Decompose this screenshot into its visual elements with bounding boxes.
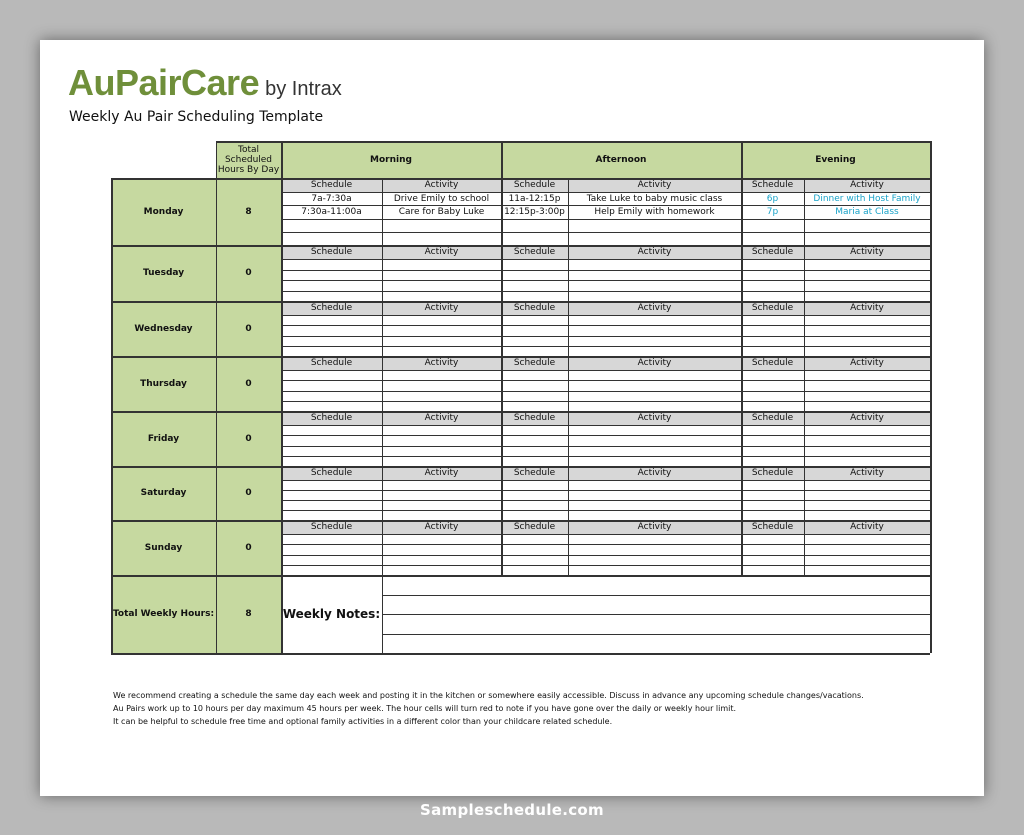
schedule-table	[40, 40, 984, 796]
grid-line	[281, 401, 930, 402]
grid-line	[382, 634, 930, 635]
grid-line	[281, 346, 930, 347]
grid-line	[216, 141, 930, 143]
schedule-cell[interactable]	[741, 325, 804, 335]
schedule-cell[interactable]	[382, 259, 501, 270]
grid-line	[281, 259, 930, 260]
schedule-cell[interactable]	[281, 219, 382, 232]
schedule-cell[interactable]	[741, 544, 804, 554]
subheader-activity: Activity	[568, 356, 741, 370]
day-hours-monday[interactable]: 8	[216, 178, 281, 245]
schedule-cell[interactable]	[501, 534, 568, 544]
schedule-cell[interactable]	[568, 490, 741, 500]
schedule-cell[interactable]	[382, 370, 501, 380]
schedule-cell[interactable]	[741, 315, 804, 325]
schedule-cell[interactable]	[804, 259, 930, 270]
schedule-cell[interactable]	[281, 555, 382, 565]
subheader-schedule: Schedule	[501, 466, 568, 480]
schedule-cell[interactable]	[568, 380, 741, 390]
schedule-cell[interactable]	[501, 555, 568, 565]
schedule-cell[interactable]	[568, 456, 741, 466]
schedule-cell[interactable]	[741, 401, 804, 411]
schedule-cell[interactable]	[501, 435, 568, 445]
total-weekly-label: Total Weekly Hours:	[111, 575, 216, 653]
schedule-cell[interactable]	[804, 370, 930, 380]
subheader-schedule: Schedule	[281, 411, 382, 425]
subheader-activity: Activity	[382, 520, 501, 534]
schedule-cell[interactable]	[568, 401, 741, 411]
day-hours-friday[interactable]: 0	[216, 411, 281, 466]
subheader-schedule: Schedule	[281, 520, 382, 534]
schedule-cell[interactable]	[281, 510, 382, 520]
schedule-cell[interactable]	[281, 446, 382, 456]
grid-line	[281, 219, 930, 220]
grid-line	[281, 456, 930, 457]
schedule-cell[interactable]	[382, 555, 501, 565]
footnote-2: Au Pairs work up to 10 hours per day maximum 45 hours per week. The hour cells will turn red to note if you have gone over the daily or weekly hour limit.	[113, 704, 737, 713]
schedule-cell[interactable]	[741, 425, 804, 435]
schedule-cell[interactable]	[281, 280, 382, 291]
schedule-cell[interactable]	[741, 555, 804, 565]
schedule-cell[interactable]	[281, 370, 382, 380]
grid-line	[281, 232, 930, 233]
schedule-cell[interactable]	[281, 490, 382, 500]
grid-line	[111, 520, 930, 522]
schedule-cell[interactable]	[501, 490, 568, 500]
schedule-cell[interactable]	[501, 380, 568, 390]
schedule-cell[interactable]	[568, 325, 741, 335]
schedule-cell[interactable]	[501, 401, 568, 411]
weekly-notes-line[interactable]	[382, 614, 930, 634]
schedule-cell[interactable]: Care for Baby Luke	[398, 206, 485, 217]
schedule-cell[interactable]	[281, 544, 382, 554]
schedule-cell[interactable]	[804, 280, 930, 291]
subheader-schedule: Schedule	[741, 411, 804, 425]
grid-line	[281, 435, 930, 436]
subheader-schedule: Schedule	[281, 301, 382, 315]
schedule-cell[interactable]	[382, 380, 501, 390]
day-label-friday: Friday	[111, 411, 216, 466]
schedule-cell[interactable]: Take Luke to baby music class	[586, 193, 723, 204]
schedule-cell[interactable]	[382, 490, 501, 500]
grid-line	[741, 141, 743, 575]
schedule-cell[interactable]	[501, 500, 568, 510]
schedule-cell[interactable]	[568, 370, 741, 380]
schedule-cell[interactable]	[568, 291, 741, 302]
subheader-activity: Activity	[568, 301, 741, 315]
grid-line	[281, 280, 930, 281]
schedule-cell[interactable]	[501, 446, 568, 456]
grid-line	[281, 370, 930, 371]
schedule-cell[interactable]	[741, 346, 804, 356]
evening-header: Evening	[741, 141, 930, 178]
schedule-cell[interactable]	[741, 370, 804, 380]
day-label-wednesday: Wednesday	[111, 301, 216, 356]
grid-line	[216, 141, 217, 653]
subheader-schedule: Schedule	[741, 466, 804, 480]
subheader-activity: Activity	[382, 466, 501, 480]
schedule-cell[interactable]: 12:15p-3:00p	[504, 206, 565, 217]
schedule-cell[interactable]	[568, 435, 741, 445]
schedule-cell[interactable]	[741, 480, 804, 490]
schedule-cell[interactable]	[382, 456, 501, 466]
subheader-activity: Activity	[382, 178, 501, 192]
grid-line	[281, 565, 930, 566]
schedule-cell[interactable]	[741, 270, 804, 281]
subheader-activity: Activity	[382, 301, 501, 315]
grid-line	[111, 301, 930, 303]
subheader-activity: Activity	[804, 356, 930, 370]
grid-line	[281, 336, 930, 337]
subheader-activity: Activity	[804, 520, 930, 534]
day-label-saturday: Saturday	[111, 466, 216, 520]
subheader-schedule: Schedule	[281, 245, 382, 259]
weekly-notes-label: Weekly Notes:	[282, 607, 381, 621]
schedule-cell[interactable]	[382, 544, 501, 554]
schedule-cell[interactable]	[804, 325, 930, 335]
subheader-activity: Activity	[568, 245, 741, 259]
subheader-schedule: Schedule	[741, 356, 804, 370]
footnote-3: It can be helpful to schedule free time and optional family activities in a different color than your childcare related schedule.	[113, 717, 613, 726]
schedule-cell[interactable]	[281, 565, 382, 575]
schedule-cell[interactable]	[568, 500, 741, 510]
day-hours-tuesday[interactable]: 0	[216, 245, 281, 301]
schedule-cell[interactable]	[804, 232, 930, 245]
schedule-cell[interactable]	[804, 270, 930, 281]
schedule-cell[interactable]	[382, 446, 501, 456]
schedule-cell[interactable]	[382, 291, 501, 302]
grid-line	[111, 653, 930, 655]
schedule-cell[interactable]	[281, 270, 382, 281]
schedule-cell[interactable]	[382, 325, 501, 335]
schedule-cell[interactable]	[281, 391, 382, 401]
schedule-cell[interactable]	[804, 534, 930, 544]
grid-line	[281, 291, 930, 292]
schedule-cell[interactable]	[501, 336, 568, 346]
schedule-cell[interactable]	[568, 280, 741, 291]
morning-header: Morning	[281, 141, 501, 178]
subheader-schedule: Schedule	[501, 245, 568, 259]
schedule-cell[interactable]	[281, 435, 382, 445]
grid-line	[930, 141, 932, 653]
schedule-cell[interactable]	[741, 456, 804, 466]
schedule-cell[interactable]	[382, 280, 501, 291]
weekly-notes-line[interactable]	[382, 634, 930, 654]
schedule-cell[interactable]	[804, 446, 930, 456]
grid-line	[281, 270, 930, 271]
schedule-cell[interactable]	[804, 315, 930, 325]
schedule-cell[interactable]	[568, 270, 741, 281]
grid-line	[382, 178, 383, 653]
schedule-cell[interactable]	[281, 325, 382, 335]
schedule-cell[interactable]	[804, 500, 930, 510]
schedule-cell[interactable]	[382, 219, 501, 232]
schedule-cell[interactable]	[568, 219, 741, 232]
schedule-cell[interactable]	[741, 232, 804, 245]
schedule-cell[interactable]	[281, 291, 382, 302]
subheader-schedule: Schedule	[281, 356, 382, 370]
schedule-cell[interactable]	[382, 480, 501, 490]
schedule-cell[interactable]	[568, 544, 741, 554]
schedule-cell[interactable]	[382, 510, 501, 520]
schedule-cell[interactable]	[804, 336, 930, 346]
schedule-cell[interactable]	[382, 500, 501, 510]
schedule-cell[interactable]	[501, 544, 568, 554]
schedule-cell[interactable]	[568, 565, 741, 575]
schedule-cell[interactable]	[568, 534, 741, 544]
grid-line	[804, 178, 805, 575]
schedule-cell[interactable]: 6p	[766, 193, 779, 204]
schedule-cell[interactable]	[281, 346, 382, 356]
total-weekly-hours[interactable]: 8	[216, 575, 281, 653]
subheader-schedule: Schedule	[501, 301, 568, 315]
grid-line	[111, 466, 930, 468]
schedule-cell[interactable]	[501, 315, 568, 325]
subheader-schedule: Schedule	[741, 301, 804, 315]
schedule-cell[interactable]: 7:30a-11:00a	[301, 206, 362, 217]
schedule-cell[interactable]	[741, 534, 804, 544]
day-hours-saturday[interactable]: 0	[216, 466, 281, 520]
subheader-schedule: Schedule	[281, 466, 382, 480]
schedule-cell[interactable]	[741, 565, 804, 575]
schedule-cell[interactable]	[501, 370, 568, 380]
subheader-activity: Activity	[804, 466, 930, 480]
schedule-cell[interactable]	[281, 380, 382, 390]
total-hours-header: Total Scheduled Hours By Day	[216, 141, 281, 178]
schedule-cell[interactable]	[741, 219, 804, 232]
subheader-schedule: Schedule	[501, 356, 568, 370]
schedule-cell[interactable]	[568, 446, 741, 456]
grid-line	[281, 480, 930, 481]
grid-line	[111, 411, 930, 413]
subheader-schedule: Schedule	[501, 411, 568, 425]
schedule-cell[interactable]	[568, 555, 741, 565]
schedule-cell[interactable]	[281, 456, 382, 466]
schedule-cell[interactable]	[382, 232, 501, 245]
grid-line	[281, 425, 930, 426]
grid-line	[281, 205, 930, 206]
schedule-cell[interactable]	[804, 544, 930, 554]
grid-line	[111, 178, 113, 653]
schedule-cell[interactable]	[804, 555, 930, 565]
schedule-cell[interactable]	[741, 446, 804, 456]
schedule-cell[interactable]	[281, 425, 382, 435]
grid-line	[111, 178, 930, 180]
grid-line	[568, 178, 569, 575]
schedule-cell[interactable]: Dinner with Host Family	[813, 193, 921, 204]
grid-line	[382, 614, 930, 615]
schedule-cell[interactable]: Maria at Class	[835, 206, 899, 217]
logo-wordmark: AuPairCare	[68, 62, 260, 103]
schedule-cell[interactable]: 7a-7:30a	[311, 193, 352, 204]
schedule-cell[interactable]	[382, 270, 501, 281]
schedule-cell[interactable]	[804, 456, 930, 466]
schedule-cell[interactable]	[281, 259, 382, 270]
schedule-cell[interactable]	[568, 336, 741, 346]
grid-line	[281, 325, 930, 326]
schedule-cell[interactable]	[501, 232, 568, 245]
schedule-cell[interactable]	[741, 336, 804, 346]
schedule-cell[interactable]	[382, 391, 501, 401]
afternoon-header: Afternoon	[501, 141, 741, 178]
grid-line	[281, 544, 930, 545]
schedule-cell[interactable]	[382, 425, 501, 435]
schedule-cell[interactable]	[382, 315, 501, 325]
grid-line	[281, 555, 930, 556]
subheader-schedule: Schedule	[501, 520, 568, 534]
grid-line	[111, 356, 930, 358]
schedule-cell[interactable]	[501, 425, 568, 435]
schedule-cell[interactable]	[382, 346, 501, 356]
schedule-cell[interactable]	[281, 480, 382, 490]
schedule-cell[interactable]	[804, 380, 930, 390]
schedule-cell[interactable]	[501, 456, 568, 466]
day-hours-wednesday[interactable]: 0	[216, 301, 281, 356]
subheader-schedule: Schedule	[281, 178, 382, 192]
subheader-activity: Activity	[382, 356, 501, 370]
schedule-cell[interactable]	[382, 565, 501, 575]
schedule-cell[interactable]	[501, 219, 568, 232]
subheader-activity: Activity	[804, 301, 930, 315]
schedule-cell[interactable]	[568, 346, 741, 356]
subheader-activity: Activity	[568, 520, 741, 534]
subheader-activity: Activity	[804, 245, 930, 259]
schedule-cell[interactable]: Help Emily with homework	[594, 206, 715, 217]
schedule-cell[interactable]	[741, 500, 804, 510]
schedule-cell[interactable]	[568, 480, 741, 490]
subheader-activity: Activity	[804, 178, 930, 192]
schedule-cell[interactable]	[804, 490, 930, 500]
schedule-cell[interactable]	[804, 401, 930, 411]
subheader-activity: Activity	[804, 411, 930, 425]
subheader-schedule: Schedule	[741, 178, 804, 192]
template-sheet	[40, 40, 984, 796]
weekly-notes-line[interactable]	[382, 575, 930, 595]
schedule-cell[interactable]	[804, 480, 930, 490]
schedule-cell[interactable]	[568, 425, 741, 435]
schedule-cell[interactable]	[804, 291, 930, 302]
subheader-activity: Activity	[382, 411, 501, 425]
day-label-sunday: Sunday	[111, 520, 216, 575]
schedule-cell[interactable]	[741, 291, 804, 302]
schedule-cell[interactable]	[741, 391, 804, 401]
schedule-cell[interactable]	[281, 401, 382, 411]
schedule-cell[interactable]	[568, 510, 741, 520]
schedule-cell[interactable]	[382, 534, 501, 544]
schedule-cell[interactable]	[501, 346, 568, 356]
grid-line	[281, 192, 930, 193]
schedule-cell[interactable]	[281, 336, 382, 346]
grid-line	[111, 245, 930, 247]
schedule-cell[interactable]	[741, 435, 804, 445]
schedule-cell[interactable]	[804, 435, 930, 445]
day-label-tuesday: Tuesday	[111, 245, 216, 301]
schedule-cell[interactable]	[568, 232, 741, 245]
schedule-cell[interactable]	[382, 401, 501, 411]
grid-line	[281, 500, 930, 501]
grid-line	[281, 315, 930, 316]
grid-line	[382, 595, 930, 596]
schedule-cell[interactable]	[804, 391, 930, 401]
schedule-cell[interactable]	[281, 500, 382, 510]
footnote-1: We recommend creating a schedule the same day each week and posting it in the kitchen or somewhere easily accessible. Discuss in advance any upcoming schedule changes/vacations.	[113, 691, 864, 700]
subheader-schedule: Schedule	[741, 245, 804, 259]
schedule-cell[interactable]	[501, 565, 568, 575]
grid-line	[281, 141, 283, 653]
schedule-cell[interactable]	[501, 391, 568, 401]
subheader-activity: Activity	[568, 466, 741, 480]
schedule-cell[interactable]	[501, 510, 568, 520]
grid-line	[281, 490, 930, 491]
grid-line	[281, 446, 930, 447]
schedule-cell[interactable]: 7p	[766, 206, 779, 217]
grid-line	[281, 391, 930, 392]
schedule-cell[interactable]	[501, 480, 568, 490]
schedule-cell[interactable]: Drive Emily to school	[393, 193, 490, 204]
schedule-cell[interactable]	[741, 280, 804, 291]
schedule-cell[interactable]	[501, 280, 568, 291]
schedule-cell[interactable]	[741, 259, 804, 270]
schedule-cell[interactable]	[382, 435, 501, 445]
day-label-thursday: Thursday	[111, 356, 216, 411]
subheader-schedule: Schedule	[741, 520, 804, 534]
schedule-cell[interactable]	[568, 259, 741, 270]
day-hours-thursday[interactable]: 0	[216, 356, 281, 411]
schedule-cell[interactable]	[804, 510, 930, 520]
page-title: Weekly Au Pair Scheduling Template	[69, 109, 324, 125]
grid-line	[281, 380, 930, 381]
logo-by-intrax: by Intrax	[265, 78, 342, 100]
schedule-cell[interactable]	[804, 346, 930, 356]
grid-line	[111, 575, 930, 577]
subheader-activity: Activity	[568, 411, 741, 425]
schedule-cell[interactable]	[804, 219, 930, 232]
subheader-schedule: Schedule	[501, 178, 568, 192]
day-label-monday: Monday	[111, 178, 216, 245]
weekly-notes-line[interactable]	[382, 595, 930, 615]
schedule-cell[interactable]	[568, 315, 741, 325]
schedule-cell[interactable]	[741, 380, 804, 390]
schedule-cell[interactable]	[501, 291, 568, 302]
footer-watermark: Sampleschedule.com	[420, 801, 604, 819]
schedule-cell[interactable]	[501, 270, 568, 281]
schedule-cell[interactable]	[501, 325, 568, 335]
schedule-cell[interactable]	[281, 232, 382, 245]
schedule-cell[interactable]	[382, 336, 501, 346]
grid-line	[281, 510, 930, 511]
schedule-cell[interactable]	[501, 259, 568, 270]
schedule-cell[interactable]: 11a-12:15p	[508, 193, 561, 204]
schedule-cell[interactable]	[804, 425, 930, 435]
schedule-cell[interactable]	[568, 391, 741, 401]
grid-line	[501, 141, 503, 575]
day-hours-sunday[interactable]: 0	[216, 520, 281, 575]
subheader-activity: Activity	[568, 178, 741, 192]
schedule-cell[interactable]	[804, 565, 930, 575]
subheader-activity: Activity	[382, 245, 501, 259]
grid-line	[281, 534, 930, 535]
schedule-cell[interactable]	[281, 315, 382, 325]
schedule-cell[interactable]	[281, 534, 382, 544]
schedule-cell[interactable]	[741, 510, 804, 520]
schedule-cell[interactable]	[741, 490, 804, 500]
